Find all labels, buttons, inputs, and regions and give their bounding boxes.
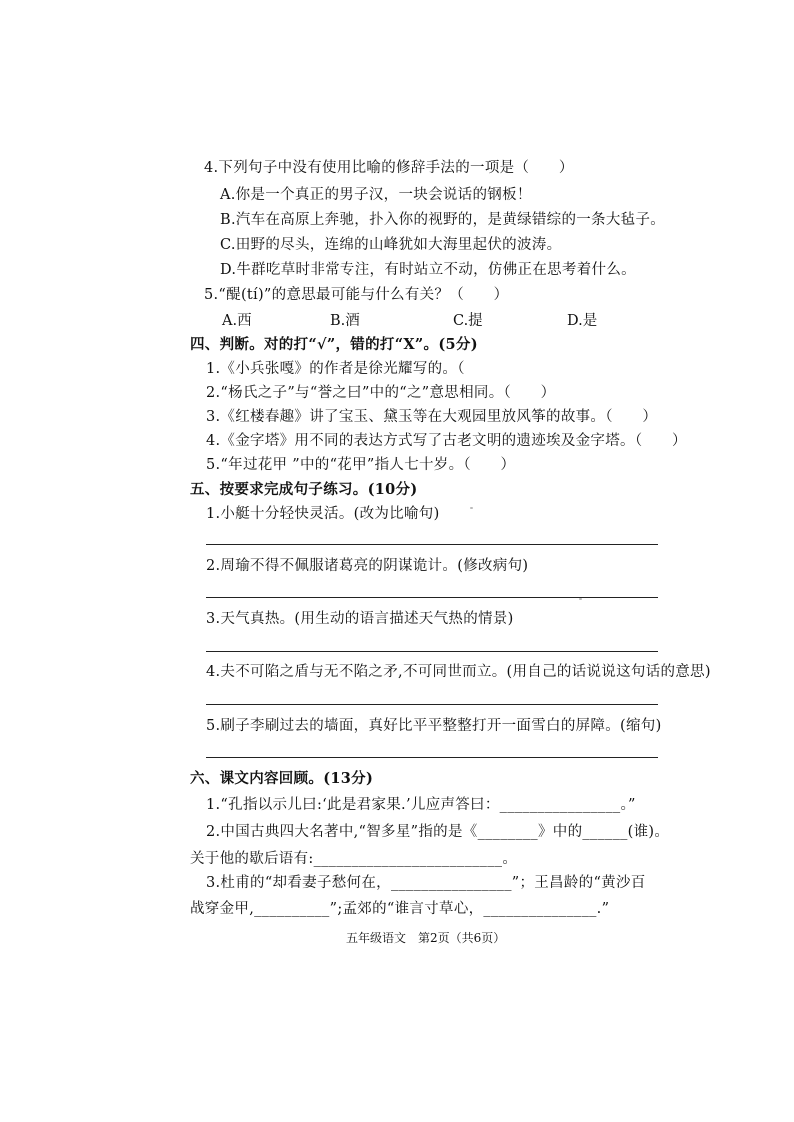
section4-item-2: 2.“杨氏之子”与“誉之曰”中的“之”意思相同。（ ）	[206, 385, 556, 401]
section5-item-3: 3.天气真热。(用生动的语言描述天气热的情景)	[206, 611, 514, 627]
answer-line-1[interactable]	[206, 544, 658, 545]
section5-title: 五、按要求完成句子练习。(10分)	[190, 481, 418, 498]
page-footer: 五年级语文 第2页（共6页）	[346, 931, 506, 945]
section4-title: 四、判断。对的打“√”，错的打“X”。(5分)	[190, 336, 478, 353]
answer-line-5[interactable]	[206, 757, 658, 758]
section5-item-4: 4.夫不可陷之盾与无不陷之矛,不可同世而立。(用自己的话说说这句话的意思)	[206, 664, 711, 680]
answer-line-3[interactable]	[206, 651, 658, 652]
answer-line-4[interactable]	[206, 704, 658, 705]
section5-item-5: 5.刷子李刷过去的墙面，真好比平平整整打开一面雪白的屏障。(缩句)	[206, 718, 662, 734]
section5-item-2: 2.周瑜不得不佩服诸葛亮的阴谋诡计。(修改病句)	[206, 558, 529, 574]
q5-option-d: D.是	[567, 313, 598, 329]
section6-q2-line2: 关于他的歇后语有:_________________________。	[190, 851, 518, 867]
section6-q3-line1: 3.杜甫的“却看妻子愁何在，________________”；王昌龄的“黄沙百	[206, 875, 646, 891]
q5-stem: 5.“醍(tí)”的意思最可能与什么有关？（ ）	[204, 287, 509, 303]
scan-speck	[470, 507, 473, 509]
q4-option-d: D.牛群吃草时非常专注，有时站立不动，仿佛正在思考着什么。	[220, 262, 636, 278]
q5-option-c: C.提	[453, 313, 483, 329]
section6-q1: 1.“孔指以示儿曰:‘此是君家果.’儿应声答曰：________________。”	[206, 797, 636, 813]
scan-speck	[579, 598, 582, 600]
q4-option-c: C.田野的尽头，连绵的山峰犹如大海里起伏的波涛。	[220, 237, 562, 253]
section6-q3-line2: 战穿金甲,__________”;孟郊的“谁言寸草心，_______________.”	[190, 901, 610, 917]
section5-item-1: 1.小艇十分轻快灵活。(改为比喻句)	[206, 506, 440, 522]
q4-option-a: A.你是一个真正的男子汉，一块会说话的钢板！	[220, 187, 532, 203]
section6-title: 六、课文内容回顾。(13分)	[190, 770, 374, 787]
q5-option-a: A.西	[222, 313, 252, 329]
q5-option-b: B.酒	[330, 313, 360, 329]
q4-option-b: B.汽车在高原上奔驰，扑入你的视野的，是黄绿错综的一条大毡子。	[220, 212, 666, 228]
answer-line-2[interactable]	[206, 597, 658, 598]
section4-item-4: 4.《金字塔》用不同的表达方式写了古老文明的遗迹埃及金字塔。（ ）	[206, 433, 687, 449]
section4-item-3: 3.《红楼春趣》讲了宝玉、黛玉等在大观园里放风筝的故事。（ ）	[206, 409, 658, 425]
q4-stem: 4.下列句子中没有使用比喻的修辞手法的一项是（ ）	[204, 160, 574, 176]
section6-q2-line1: 2.中国古典四大名著中,“智多星”指的是《________》中的______(谁)。	[206, 824, 670, 840]
section4-item-1: 1.《小兵张嘎》的作者是徐光耀写的。（	[206, 361, 465, 377]
section4-item-5: 5.“年过花甲 ”中的“花甲”指人七十岁。（ ）	[206, 457, 516, 473]
